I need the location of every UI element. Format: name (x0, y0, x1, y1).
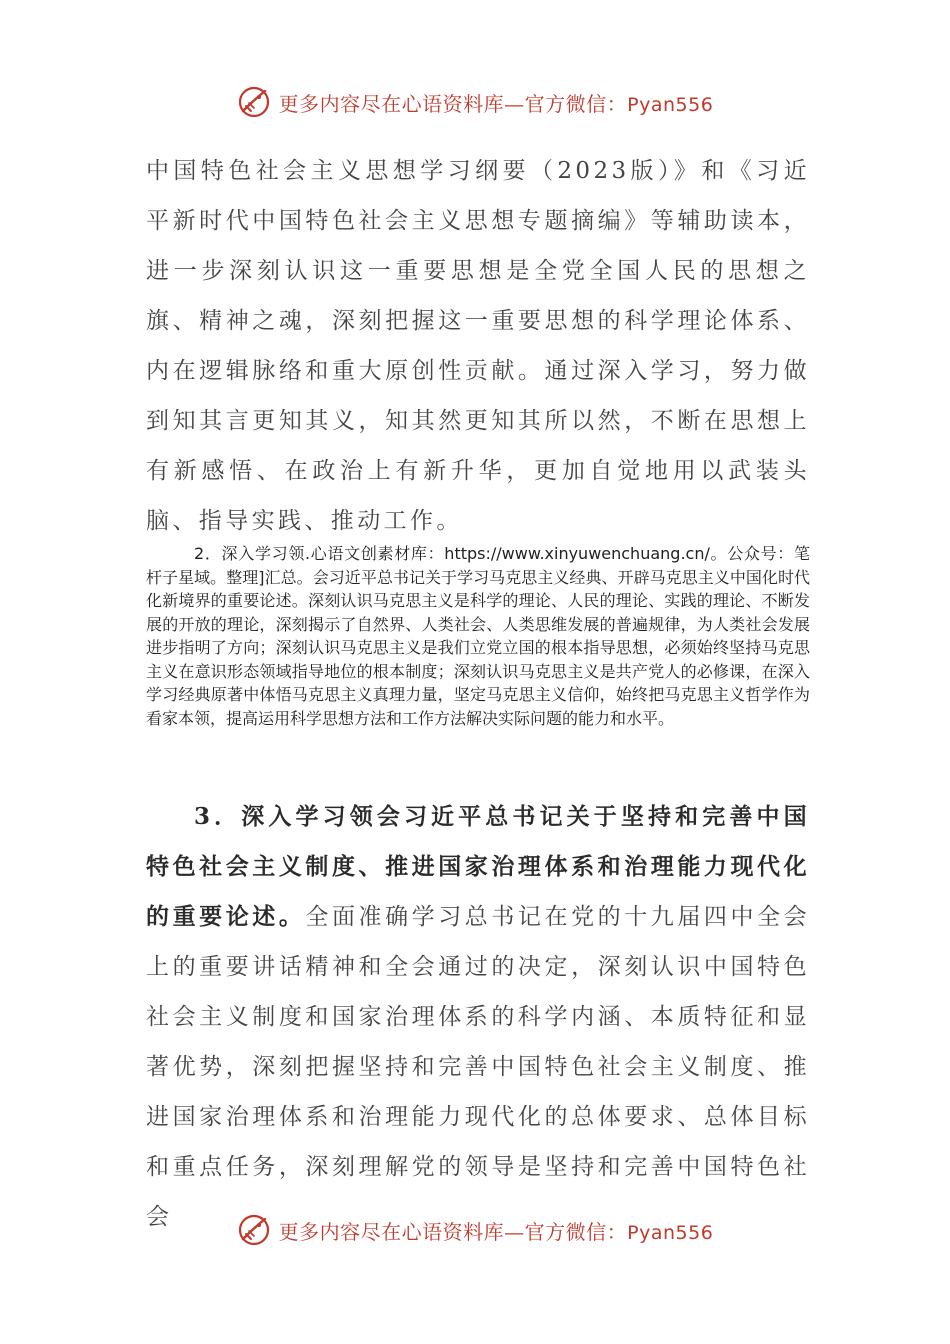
banner-text (279, 1216, 714, 1245)
banner-text (279, 88, 714, 117)
paragraph-1-text: 中国特色社会主义思想学习纲要（2023版）》和《习近平新时代中国特色社会主义思想专题摘编》等辅助读本，进一步深刻认识这一重要思想是全党全国人民的思想之旗、精神之魂，深刻把握这一重要思想的科学理论体系、内在逻辑脉络和重大原创性贡献。通过深入学习，努力做到知其言更知其义，知其然更知其所以然，不断在思想上有新感悟、在政治上有新升华，更加自觉地用以武装头脑、指导实践、推动工作。 (146, 158, 810, 534)
paragraph-3-text (146, 792, 810, 1242)
footer-banner (0, 1208, 950, 1252)
banner-contact-id: Pyan556 (627, 1221, 714, 1244)
paragraph-1 (146, 146, 810, 546)
paragraph-3 (146, 792, 810, 1242)
banner-label: 更多内容尽在心语资料库—官方微信： (278, 91, 628, 116)
pen-logo-icon (237, 85, 271, 119)
paragraph-3-heading: 3．深入学习领会习近平总书记关于坚持和完善中国特色社会主义制度、推进国家治理体系和治理能力现代化的重要论述。 (146, 803, 810, 930)
banner-label: 更多内容尽在心语资料库—官方微信： (278, 1219, 628, 1244)
paragraph-2 (146, 542, 810, 730)
pen-logo-icon (237, 1213, 271, 1247)
header-banner (0, 80, 950, 124)
paragraph-2-text: 2．深入学习领.心语文创素材库：https://www.xinyuwenchuang.cn/。公众号：笔杆子星域。整理]汇总。会习近平总书记关于学习马克思主义经典、开辟马克思主义中国化时代化新境界的重要论述。深刻认识马克思主义是科学的理论、人民的理论、实践的理论、不断发展的开放的理论，深刻揭示了自然界、人类社会、人类思维发展的普遍规律，为人类社会发展进步指明了方向；深刻认识马克思主义是我们立党立国的根本指导思想，必须始终坚持马克思主义在意识形态领域指导地位的根本制度；深刻认识马克思主义是共产党人的必修课，在深入学习经典原著中体悟马克思主义真理力量，坚定马克思主义信仰，始终把马克思主义哲学作为看家本领，提高运用科学思想方法和工作方法解决实际问题的能力和水平。 (146, 544, 810, 728)
banner-contact-id: Pyan556 (627, 93, 714, 116)
paragraph-3-body: 全面准确学习总书记在党的十九届四中全会上的重要讲话精神和全会通过的决定，深刻认识中国特色社会主义制度和国家治理体系的科学内涵、本质特征和显著优势，深刻把握坚持和完善中国特色社会主义制度、推进国家治理体系和治理能力现代化的总体要求、总体目标和重点任务，深刻理解党的领导是坚持和完善中国特色社会 (146, 904, 810, 1230)
